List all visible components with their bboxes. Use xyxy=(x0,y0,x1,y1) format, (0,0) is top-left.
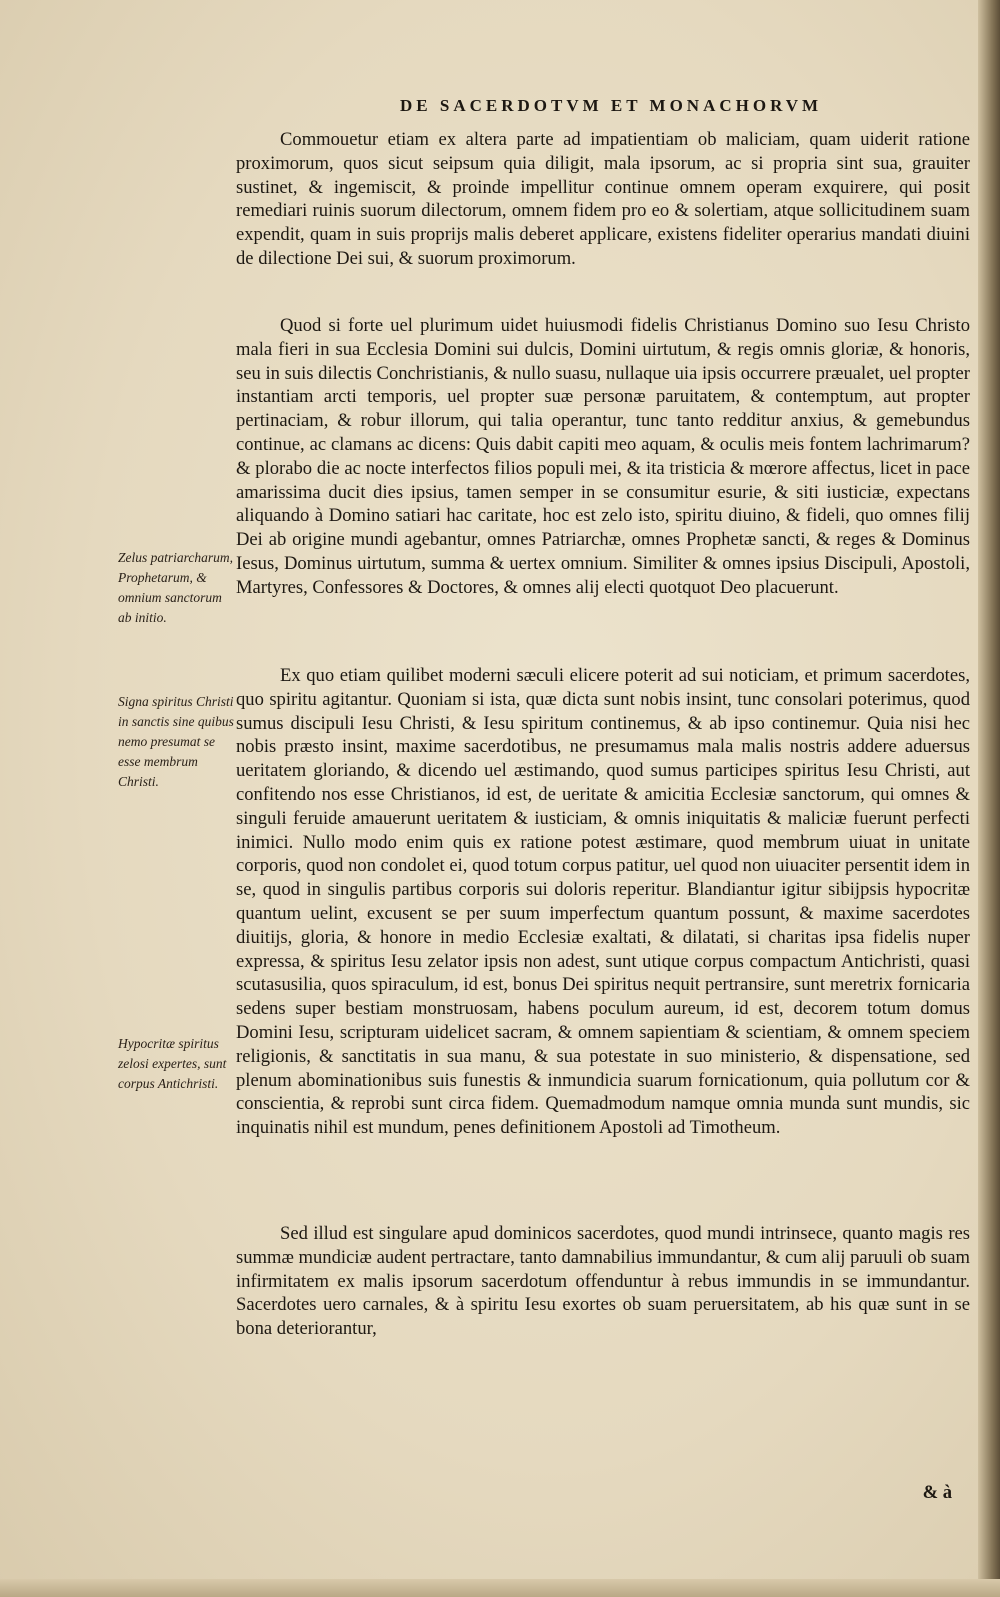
paragraph-4-block xyxy=(236,1222,970,1341)
running-head: DE SACERDOTVM ET MONACHORVM xyxy=(400,96,823,115)
margin-note-hypocritae: Hypocritæ spiritus zelosi expertes, sunt corpus Antichristi. xyxy=(118,1036,227,1091)
paragraph: Ex quo etiam quilibet moderni sæculi elicere poterit ad sui noticiam, et primum sacerdotes, quo spiritu agitantur. Quoniam si ista, quæ dicta sunt nobis insint, tunc consolari poterimus, quod sumus discipuli Iesu Christi, & Iesu spiritum continemus, & ab ipso continemur. Quia nisi hec nobis præsto insint, maxime sacerdotibus, ne presumamus mala malis nostris addere aduersus ueritatem gloriando, & dicendo uel æstimando, quod sumus participes spiritus Iesu Christi, aut confitendo nos esse Christianos, id est, de ueritate & amicitia Ecclesiæ sanctorum, qui omnes & singuli feruide amauerunt ueritatem & iusticiam, & omnis iniquitatis & maliciæ fuerunt perfecti inimici. Nullo modo enim quis ex ratione potest æstimare, quod membrum uiuat in unitate corporis, quod non condolet ei, quod totum corpus patitur, uel quod non uiuaciter persentit idem in se, quod in singulis partibus corporis sui doloris reperitur. Blandiantur igitur sibijpsis hypocritæ quantum uelint, excusent se per suum imperfectum quantum possunt, & maxime sacerdotes diuitijs, gloria, & honore in medio Ecclesiæ exaltati, & dilatati, si charitas ipsa fidelis nuper expressa, & spiritus Iesu zelator ipsis non adest, sunt utique corpus compactum Antichristi, quasi scutasusilia, quos spiraculum, id est, bonus Dei spiritus nequit pertransire, sunt meretrix fornicaria sedens super bestiam monstruosam, habens poculum aureum, id est, decorem totum domus Domini Iesu, scripturam uidelicet sacram, & omnem sapientiam & scientiam, & omnem speciem religionis, & sanctitatis in sua manu, & sua potestate in suo ministerio, & dispensatione, sed plenum abominationibus suis funestis & inmundicia suarum fornicationum, quia pollutum cor & conscientia, & reprobi sunt circa fidem. Quemadmodum namque omnia munda sunt mundis, sic inquinatis nihil est mundum, penes definitionem Apostoli ad Timotheum. xyxy=(236,665,970,1139)
paragraph: Commouetur etiam ex altera parte ad impatientiam ob maliciam, quam uiderit ratione proximorum, quos sicut seipsum quia diligit, mala ipsorum, ac si propria sint sua, grauiter sustinet, & ingemiscit, & proinde impellitur continue omnem operam exquirere, qui posit remediari ruinis suorum dilectorum, omnem fidem pro eo & solertiam, atque sollicitudinem suam expendit, quam in suis proprijs malis deberet applicare, existens fideliter operarius mandati diuini de dilectione Dei sui, & suorum proximorum. xyxy=(236,129,970,269)
book-gutter-edge xyxy=(978,0,1000,1597)
page-bottom-edge xyxy=(0,1579,1000,1597)
catchword: & à xyxy=(922,1482,952,1503)
paragraph-1-block xyxy=(236,128,970,271)
margin-note-zelus: Zelus patriarcharum, Prophetarum, & omnium sanctorum ab initio. xyxy=(118,550,234,625)
paragraph: Quod si forte uel plurimum uidet huiusmodi fidelis Christianus Domino suo Iesu Christo mala fieri in sua Ecclesia Domini sui dulcis, Domini uirtutum, & regis omnis gloriæ, & honoris, seu in suis dilectis Conchristianis, & nullo suasu, nullaque uia ipsis occurrere præualet, uel propter instantiam arcti temporis, uel propter suæ personæ paruitatem, & contemptum, aut propter pertinaciam, & robur illorum, qui talia operantur, tunc tanto redditur anxius, & gemebundus continue, ac clamans ac dicens: Quis dabit capiti meo aquam, & oculis meis fontem lachrimarum? & plorabo die ac nocte interfectos filios populi mei, & ita tristicia & mœrore affectus, licet in pace amarissima ducit dies ipsius, tamen semper in se consumitur esurie, & siti iusticiæ, expectans aliquando à Domino satiari hac caritate, hoc est zelo isto, spiritu diuino, & fideli, quo omnes filij Dei ab origine mundi agebantur, omnes Patriarchæ, omnes Prophetæ sancti, & reges & Dominus Iesus, Dominus uirtutum, summa & uertex omnium. Similiter & omnes ipsius Discipuli, Apostoli, Martyres, Confessores & Doctores, & omnes alij electi quotquot Deo placuerunt. xyxy=(236,315,970,598)
paragraph-3-block xyxy=(236,664,970,1140)
margin-note-signa: Signa spiritus Christi in sanctis sine quibus nemo presumat se esse membrum Christi. xyxy=(118,694,234,789)
paragraph: Sed illud est singulare apud dominicos sacerdotes, quod mundi intrinsece, quanto magis res summæ mundiciæ audent pertractare, tanto damnabilius immundantur, & cum alij paruuli ob suam infirmitatem ex malis ipsorum sacerdotum offenduntur à rebus immundis in se immundantur. Sacerdotes uero carnales, & à spiritu Iesu exortes ob suam peruersitatem, ab his quæ sunt in se bona deteriorantur, xyxy=(236,1223,970,1340)
paragraph-2-block xyxy=(236,314,970,600)
